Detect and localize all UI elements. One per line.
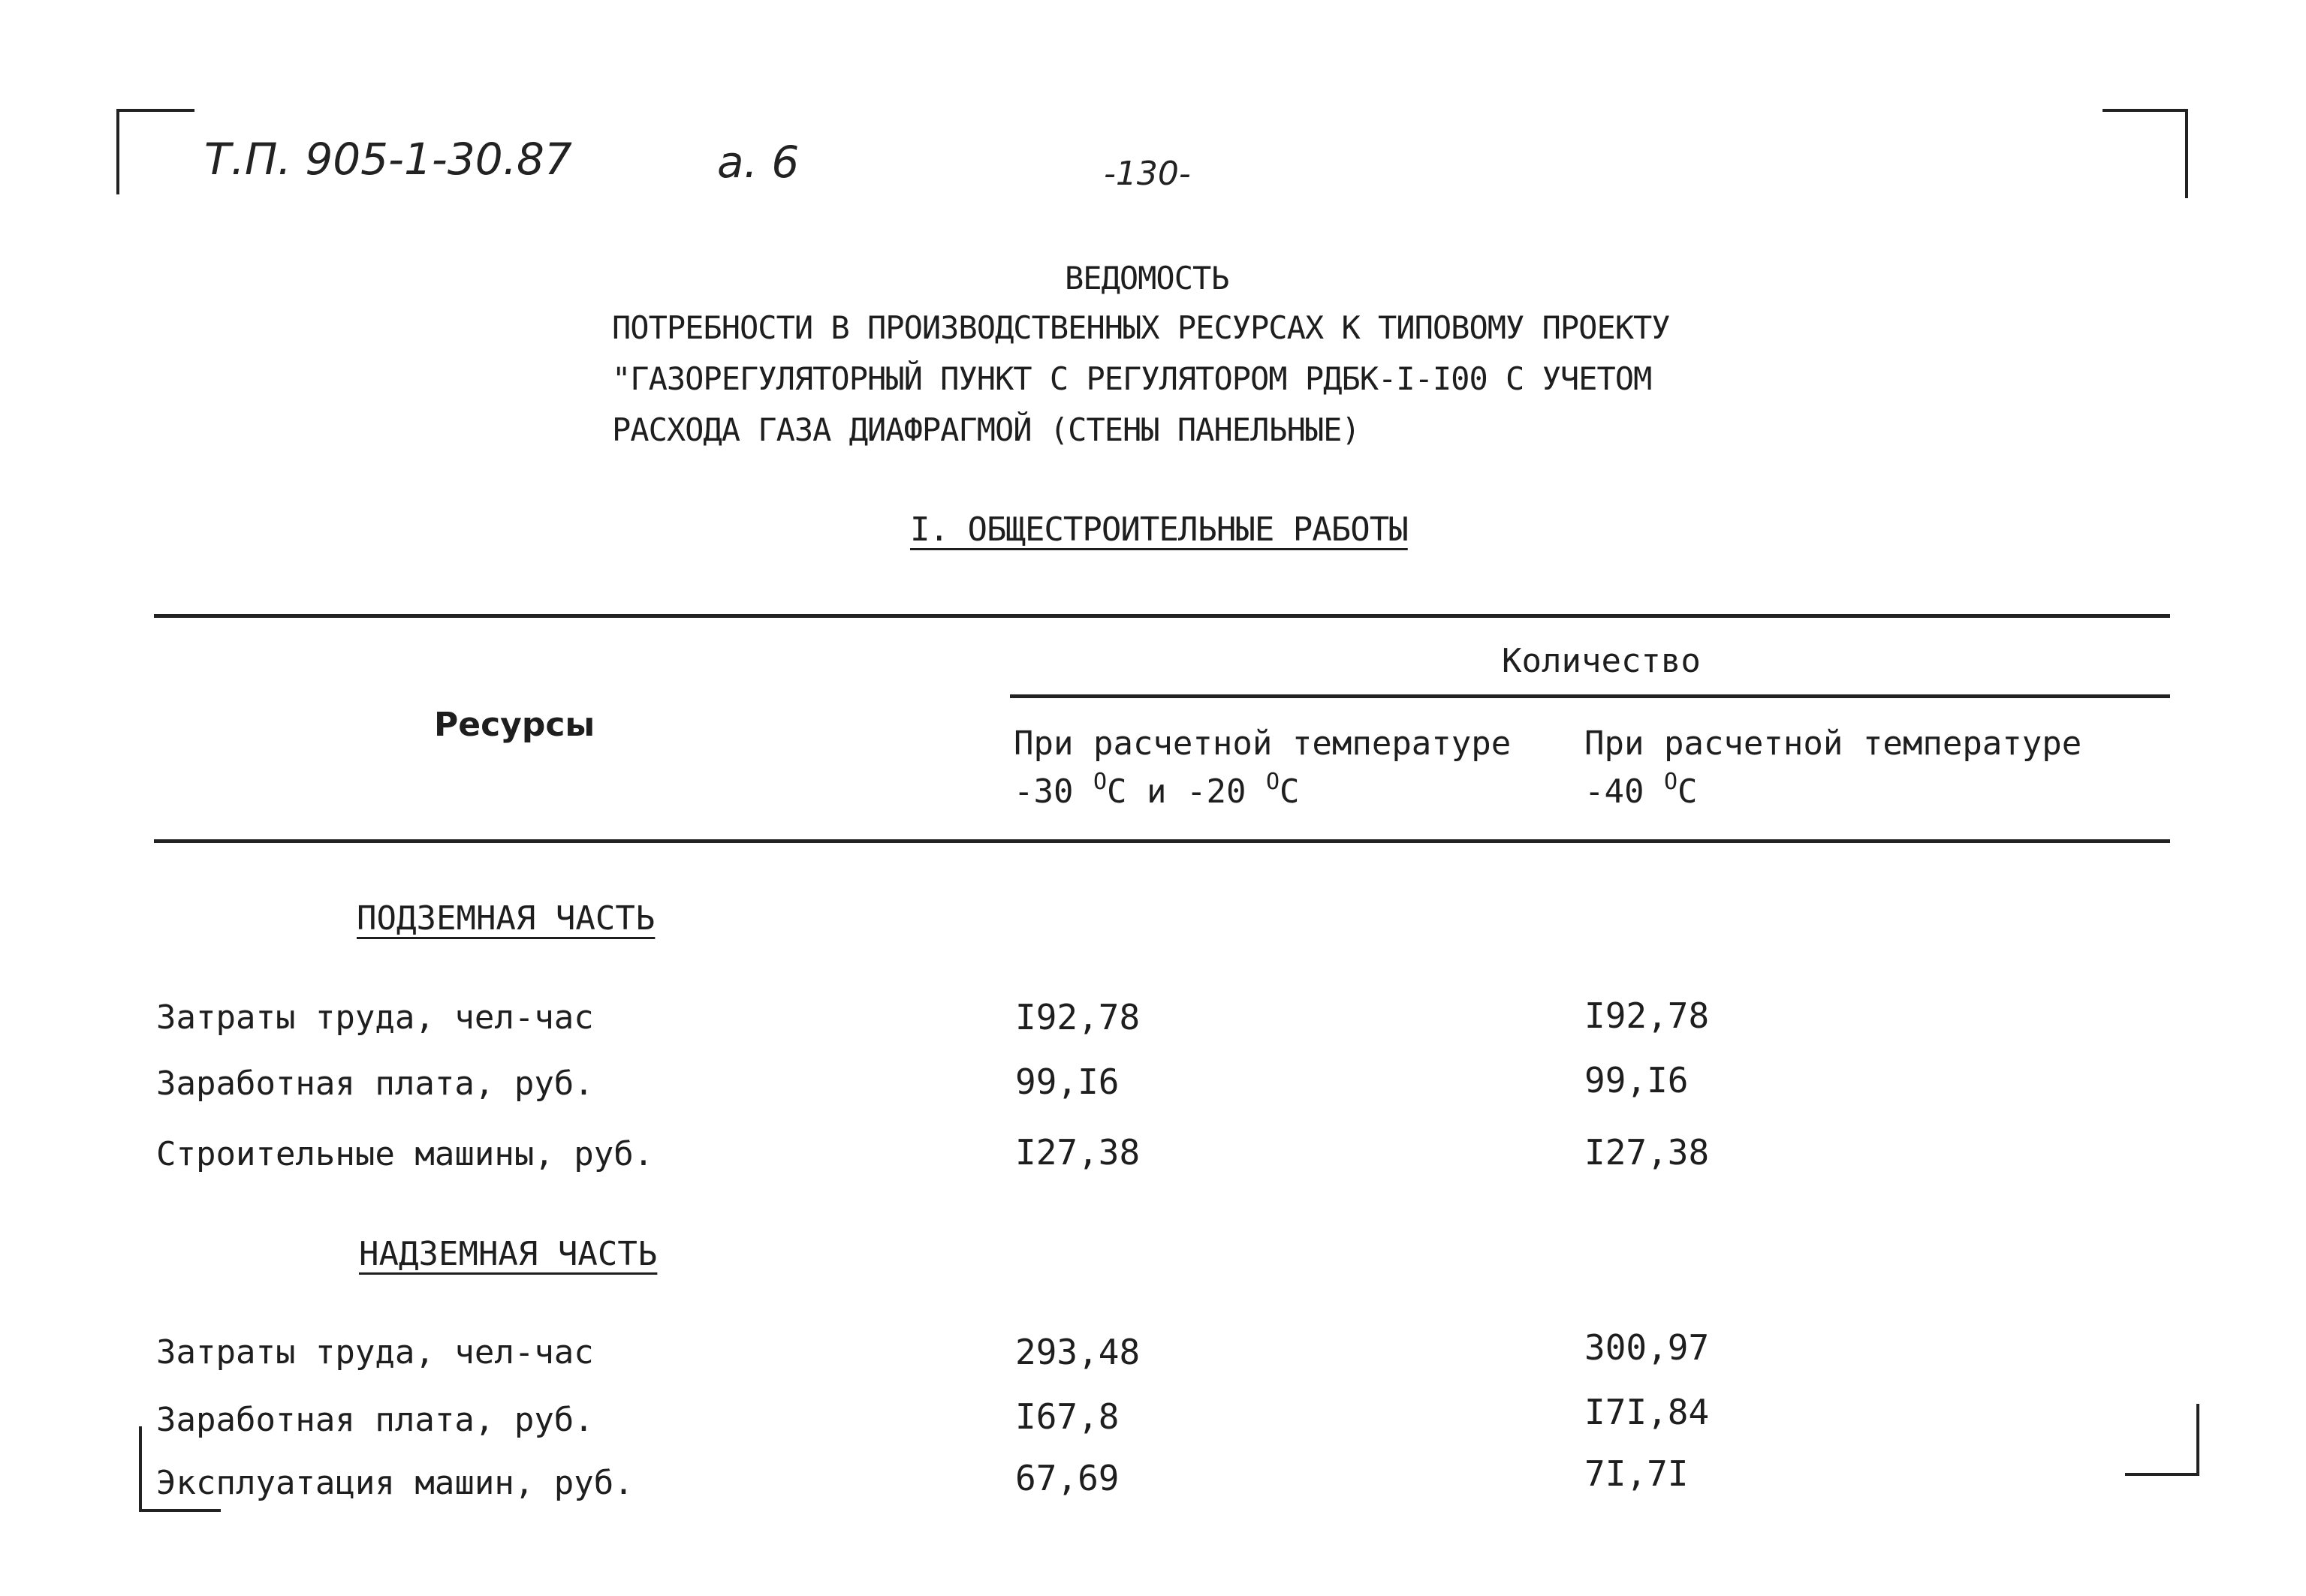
table-row-value-col2: I7I,84 (1584, 1392, 1710, 1432)
column-header-temp-40: При расчетной температуре -40 $^О$С (1584, 724, 2082, 811)
table-top-rule (154, 614, 2170, 618)
table-row-value-col2: 300,97 (1584, 1327, 1710, 1368)
corner-mark-top-right (2103, 109, 2188, 198)
section-title: I. ОБЩЕСТРОИТЕЛЬНЫЕ РАБОТЫ (910, 510, 1408, 549)
corner-mark-bottom-right (2125, 1404, 2199, 1476)
table-row-value-col2: 7I,7I (1584, 1453, 1689, 1494)
document-title-line-2: ПОТРЕБНОСТИ В ПРОИЗВОДСТВЕННЫХ РЕСУРСАХ К ТИПОВОМУ ПРОЕКТУ (612, 309, 1670, 346)
document-title-line-4: РАСХОДА ГАЗА ДИАФРАГМОЙ (СТЕНЫ ПАНЕЛЬНЫЕ) (612, 411, 1360, 448)
section-heading-aboveground: НАДЗЕМНАЯ ЧАСТЬ (359, 1235, 658, 1273)
document-title: ВЕДОМОСТЬ (1065, 260, 1229, 297)
column-header-resources: Ресурсы (434, 706, 595, 744)
table-row-label: Строительные машины, руб. (156, 1135, 654, 1173)
section-heading-underground: ПОДЗЕМНАЯ ЧАСТЬ (357, 899, 656, 938)
document-code: Т.П. 905-1-30.87 (204, 134, 572, 185)
table-row-value-col1: I27,38 (1015, 1132, 1141, 1173)
table-row-label: Затраты труда, чел-час (156, 1333, 594, 1372)
page-number: -130- (1104, 155, 1191, 193)
table-row-label: Затраты труда, чел-час (156, 998, 594, 1037)
table-row-value-col1: 293,48 (1015, 1332, 1141, 1372)
corner-mark-top-left (116, 109, 194, 194)
quantity-header-rule (1010, 694, 2170, 698)
table-row-value-col1: I92,78 (1015, 997, 1141, 1037)
table-header-bottom-rule (154, 839, 2170, 843)
column-header-quantity: Количество (1502, 642, 1701, 680)
column-header-temp-30-20: При расчетной температуре -30 $^О$С и -20 $^О$С (1014, 724, 1512, 811)
table-row-value-col1: I67,8 (1015, 1396, 1120, 1437)
table-row-value-col2: I92,78 (1584, 995, 1710, 1036)
table-row-value-col1: 67,69 (1015, 1458, 1120, 1498)
document-title-line-3: "ГАЗОРЕГУЛЯТОРНЫЙ ПУНКТ С РЕГУЛЯТОРОМ РДБК-I-I00 С УЧЕТОМ (612, 360, 1652, 397)
album-number: а. 6 (717, 137, 800, 188)
table-row-label: Заработная плата, руб. (156, 1065, 594, 1103)
table-row-label: Эксплуатация машин, руб. (156, 1464, 634, 1502)
table-row-value-col1: 99,I6 (1015, 1061, 1120, 1102)
table-row-value-col2: I27,38 (1584, 1132, 1710, 1173)
table-row-value-col2: 99,I6 (1584, 1060, 1689, 1101)
table-row-label: Заработная плата, руб. (156, 1401, 594, 1439)
